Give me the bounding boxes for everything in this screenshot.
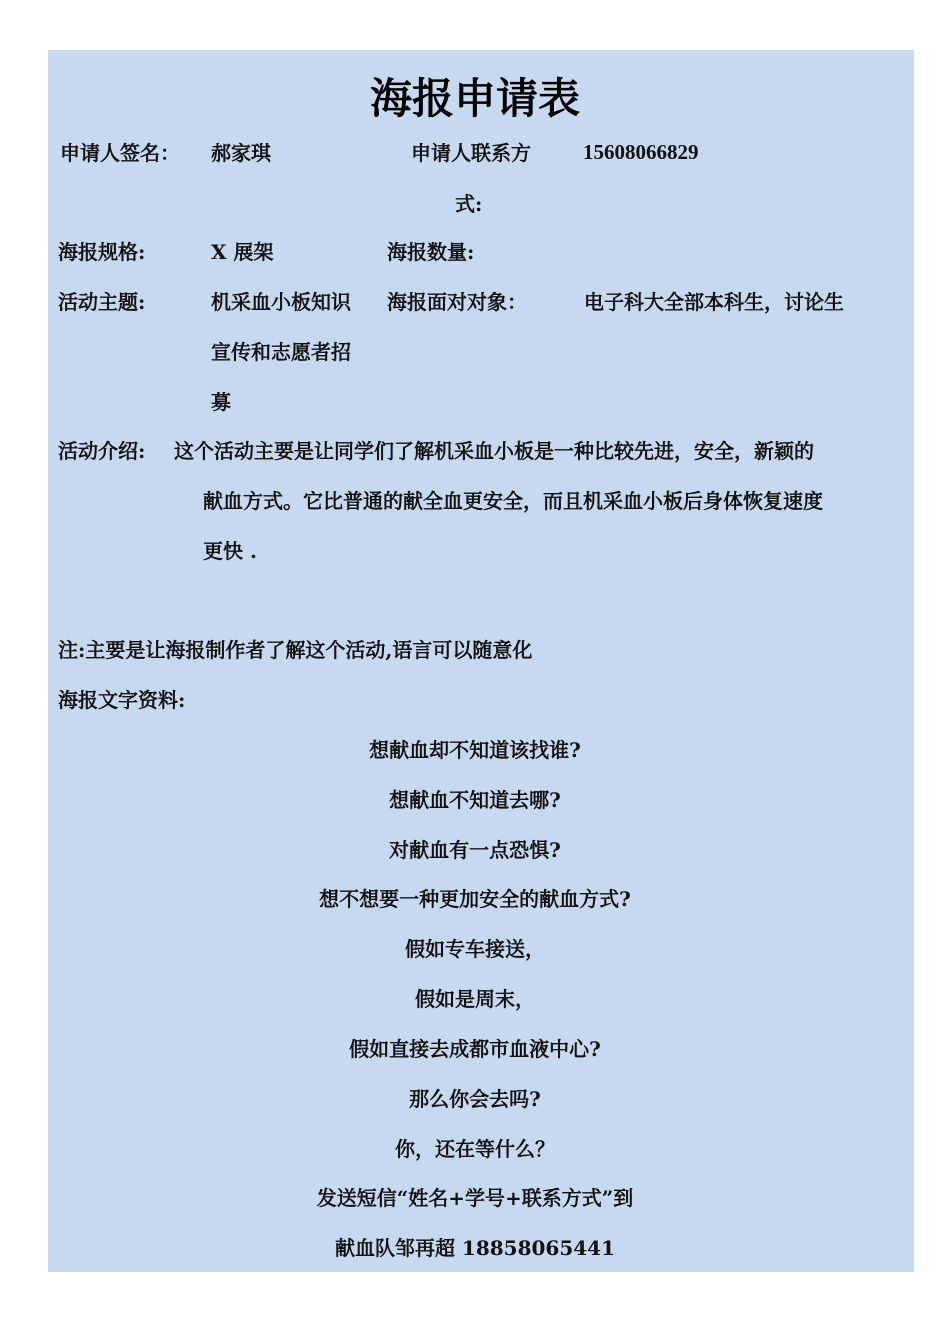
poster-line: 想献血不知道去哪? bbox=[389, 788, 561, 812]
poster-line: 你，还在等什么？ bbox=[395, 1137, 555, 1161]
poster-line: 假如直接去成都市血液中心? bbox=[349, 1037, 601, 1061]
theme-line: 募 bbox=[211, 390, 231, 414]
contact-label-continued: 式: bbox=[455, 192, 483, 216]
intro-label: 活动介绍: bbox=[58, 439, 146, 463]
poster-line: 想献血却不知道该找谁? bbox=[369, 738, 581, 762]
intro-line: 更快 . bbox=[203, 539, 257, 563]
theme-line: 机采血小板知识 bbox=[211, 290, 351, 314]
applicant-label: 申请人签名： bbox=[60, 141, 180, 165]
poster-line: 发送短信“姓名+学号+联系方式”到 bbox=[316, 1186, 634, 1210]
theme-label: 活动主题: bbox=[58, 290, 146, 314]
poster-line: 想不想要一种更加安全的献血方式? bbox=[319, 887, 631, 911]
poster-line: 那么你会去吗? bbox=[409, 1087, 541, 1111]
quantity-label: 海报数量: bbox=[387, 240, 475, 264]
intro-line: 这个活动主要是让同学们了解机采血小板是一种比较先进，安全，新颖的 bbox=[174, 439, 814, 463]
poster-line: 对献血有一点恐惧? bbox=[389, 838, 561, 862]
poster-line: 献血队邹再超 18858065441 bbox=[334, 1236, 616, 1260]
theme-line: 宣传和志愿者招 bbox=[211, 340, 351, 364]
applicant-value: 郝家琪 bbox=[211, 141, 271, 165]
audience-value: 电子科大全部本科生，讨论生 bbox=[584, 290, 844, 314]
poster-line: 假如专车接送， bbox=[405, 937, 545, 961]
contact-label: 申请人联系方 bbox=[411, 141, 531, 165]
note-text: 注:主要是让海报制作者了解这个活动,语言可以随意化 bbox=[58, 638, 533, 662]
intro-line: 献血方式。它比普通的献全血更安全，而且机采血小板后身体恢复速度 bbox=[203, 489, 823, 513]
size-label: 海报规格: bbox=[58, 240, 146, 264]
poster-line: 假如是周末， bbox=[415, 987, 535, 1011]
contact-value: 15608066829 bbox=[583, 140, 699, 164]
page-title: 海报申请表 bbox=[369, 74, 580, 123]
audience-label: 海报面对对象： bbox=[387, 290, 527, 314]
size-value: X 展架 bbox=[211, 240, 274, 264]
materials-label: 海报文字资料: bbox=[58, 688, 186, 712]
